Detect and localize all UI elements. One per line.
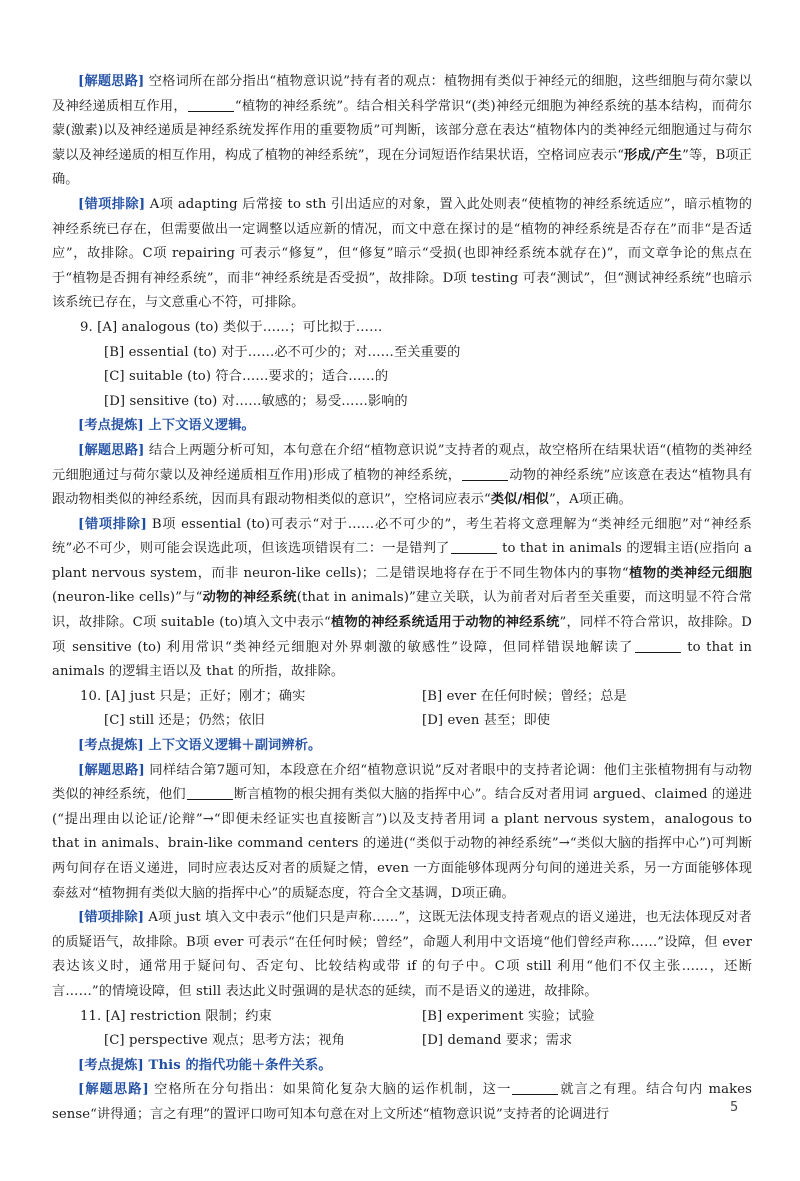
blank-line <box>187 785 233 800</box>
text-run: “植物的神经系统”。结合相关科学常识“(类)神经元细胞为神经系统的基本结构，而荷尔蒙(激素)以及神经递质是神经系统发挥作用的重要物质”可判断，该部分意在表达“植物体内的类神经元细胞通过与荷尔蒙以及神经递质的相互作用，构成了植物的神经系统”，现在分词短语作结果状语，空格词应表示“ <box>52 98 752 163</box>
text-run: ”，同样不符合常识，故排除。D项 sensitive (to) 利用常识“类神经元细胞对外界刺激的敏感性”设障，但同样错误地解读了 <box>52 615 752 655</box>
section-label: [考点提炼] <box>78 1057 144 1073</box>
text-run: 结合上两题分析可知，本句意在介绍“植物意识说”支持者的观点，故空格所在结果状语“(植物的类神经元细胞通过与荷尔蒙以及神经递质相互作用)形成了植物的神经系统， <box>52 442 752 483</box>
text-run: A项 just 填入文中表示“他们只是声称……”，这既无法体现支持者观点的语义递进，也无法体现反对者的质疑语气，故排除。B项 ever 可表示“在任何时候；曾经”，命题人利用中文语境“他们曾经声称……”设障，但 ever 表达该义时，通常用于疑问句、否定句、比较结构或带 if 的句子中。C项 still 利用“他们不仅主张……，还断言……”的情境设障，但 still 表达此义时强调的是状态的延续，而不是语义的递进，故排除。 <box>52 910 752 999</box>
text-run: 动物的神经系统”应该意在表达“植物具有跟动物相类似的神经系统，因而具有跟动物相类似的意识”，空格词应表示“ <box>52 467 752 508</box>
bold-text: 动物的神经系统 <box>202 590 297 606</box>
section-label: [错项排除] <box>78 910 145 926</box>
blank-line <box>512 1080 558 1095</box>
question-11-row-1 <box>52 1005 752 1030</box>
section-label: [错项排除] <box>78 196 146 212</box>
text-run: ”等，B项正确。 <box>52 147 752 188</box>
bold-text: 植物的类神经元细胞 <box>628 565 753 581</box>
question-9-option-a: 9. [A] analogous (to) 类似于……；可比拟于…… <box>80 319 383 335</box>
section-label: [错项排除] <box>78 516 147 532</box>
question-10-option-c: [C] still 还是；仍然；依旧 <box>104 713 265 729</box>
text-run: to that in animals 的逻辑主语(应指向 a plant nervous system，而非 neuron-like cells)；二是错误地将存在于不同生物体内的事物“ <box>52 541 752 581</box>
paragraph-keypoint-11 <box>52 1054 752 1079</box>
section-label: [解题思路] <box>78 442 145 458</box>
paragraph-elimination-10 <box>52 906 752 1004</box>
text-run: B项 essential (to)可表示“对于……必不可少的”，考生若将文意理解为“类神经元细胞”对“神经系统”必不可少，则可能会误选此项，但该选项错误有二：一是错判了 <box>52 516 752 557</box>
paragraph-keypoint-10 <box>52 734 752 759</box>
question-10-option-b: [B] ever 在任何时候；曾经；总是 <box>422 688 627 704</box>
blank-line <box>635 638 681 653</box>
text-run: (neuron-like cells)”与“ <box>52 590 203 606</box>
paragraph-elimination-9 <box>52 513 752 685</box>
text-run: (that in animals)”建立关联，认为前者对后者至关重要，而这明显不符合常识，故排除。C项 suitable (to)填入文中表示“ <box>52 590 752 631</box>
bold-text: 植物的神经系统适用于动物的神经系统 <box>330 615 560 631</box>
question-11-option-b: [B] experiment 实验；试验 <box>422 1008 595 1024</box>
page-number: 5 <box>730 1100 739 1115</box>
question-9-option-b: [B] essential (to) 对于……必不可少的；对……至关重要的 <box>104 344 461 360</box>
text-run: 空格所在分句指出：如果简化复杂大脑的运作机制，这一 <box>148 1082 512 1098</box>
question-11-row-2 <box>52 1029 752 1054</box>
paragraph-solution-8 <box>52 70 752 193</box>
paragraph-solution-9 <box>52 439 752 513</box>
question-9-option-c: [C] suitable (to) 符合……要求的；适合……的 <box>104 369 389 385</box>
keypoint-text: 上下文语义逻辑＋副词辨析。 <box>143 738 322 754</box>
section-label: [解题思路] <box>78 74 145 89</box>
section-label: [考点提炼] <box>78 738 144 754</box>
question-10-row-2 <box>52 709 752 734</box>
section-label: [考点提炼] <box>78 418 144 434</box>
paragraph-elimination-8 <box>52 193 752 316</box>
text-run: ”，A项正确。 <box>548 492 632 508</box>
section-label: [解题思路] <box>78 1082 149 1098</box>
page-body <box>52 70 752 1128</box>
question-10-option-a: 10. [A] just 只是；正好；刚才；确实 <box>80 688 306 704</box>
text-run: to that in animals 的逻辑主语以及 that 的所指，故排除。 <box>52 639 752 680</box>
paragraph-solution-11 <box>52 1078 752 1127</box>
text-run: 空格词所在部分指出“植物意识说”持有者的观点：植物拥有类似于神经元的细胞，这些细胞与荷尔蒙以及神经递质相互作用， <box>52 74 752 114</box>
text-run: 断言植物的根尖拥有类似大脑的指挥中心”。结合反对者用词 argued、claimed 的递进(“提出理由以论证/论辩”→“即便未经证实也直接断言”)以及支持者用词 a plant nervous system，analogous to that in animals、brain-like command centers 的递进(“类似于动物的神经系统”→“类似大脑的指挥中心”)可判断两句间存在语义递进，同时应表达反对者的质疑之情，even 一方面能够体现两分句间的递进关系，另一方面能够体现泰兹对“植物拥有类似大脑的指挥中心”的质疑态度，符合全文基调，D项正确。 <box>52 787 752 901</box>
question-11-option-c: [C] perspective 观点；思考方法；视角 <box>104 1033 345 1049</box>
question-9-option-d: [D] sensitive (to) 对……敏感的；易受……影响的 <box>104 393 408 409</box>
question-10-option-d: [D] even 甚至；即使 <box>422 713 551 729</box>
bold-text: 形成/产生 <box>624 147 683 163</box>
blank-line <box>462 466 508 481</box>
blank-line <box>188 97 234 112</box>
question-11-option-d: [D] demand 要求；需求 <box>422 1033 573 1049</box>
question-11-option-a: 11. [A] restriction 限制；约束 <box>80 1008 272 1024</box>
keypoint-text: 上下文语义逻辑。 <box>143 418 255 434</box>
keypoint-text: This 的指代功能＋条件关系。 <box>143 1057 332 1073</box>
question-10-row-1 <box>52 685 752 710</box>
section-label: [解题思路] <box>78 762 145 778</box>
blank-line <box>451 539 497 554</box>
paragraph-keypoint-9 <box>52 414 752 439</box>
text-run: A项 adapting 后常接 to sth 引出适应的对象，置入此处则表“使植物的神经系统适应”，暗示植物的神经系统已存在，但需要做出一定调整以适应新的情况，而文中意在探讨的是“植物的神经系统是否存在”而非“是否适应”，故排除。C项 repairing 可表示“修复”，但“修复”暗示“受损(也即神经系统本就存在)”，而文章争论的焦点在于“植物是否拥有神经系统”，而非“神经系统是否受损”，故排除。D项 testing 可表“测试”，但“测试神经系统”也暗示该系统已存在，与文意重心不符，可排除。 <box>52 196 752 311</box>
text-run: 同样结合第7题可知，本段意在介绍“植物意识说”反对者眼中的支持者论调：他们主张植物拥有与动物类似的神经系统，他们 <box>52 762 752 803</box>
text-run: 就言之有理。结合句内 makes sense“讲得通；言之有理”的置评口吻可知本句意在对上文所述“植物意识说”支持者的论调进行 <box>52 1082 752 1122</box>
bold-text: 类似/相似 <box>490 492 549 508</box>
paragraph-solution-10 <box>52 759 752 907</box>
